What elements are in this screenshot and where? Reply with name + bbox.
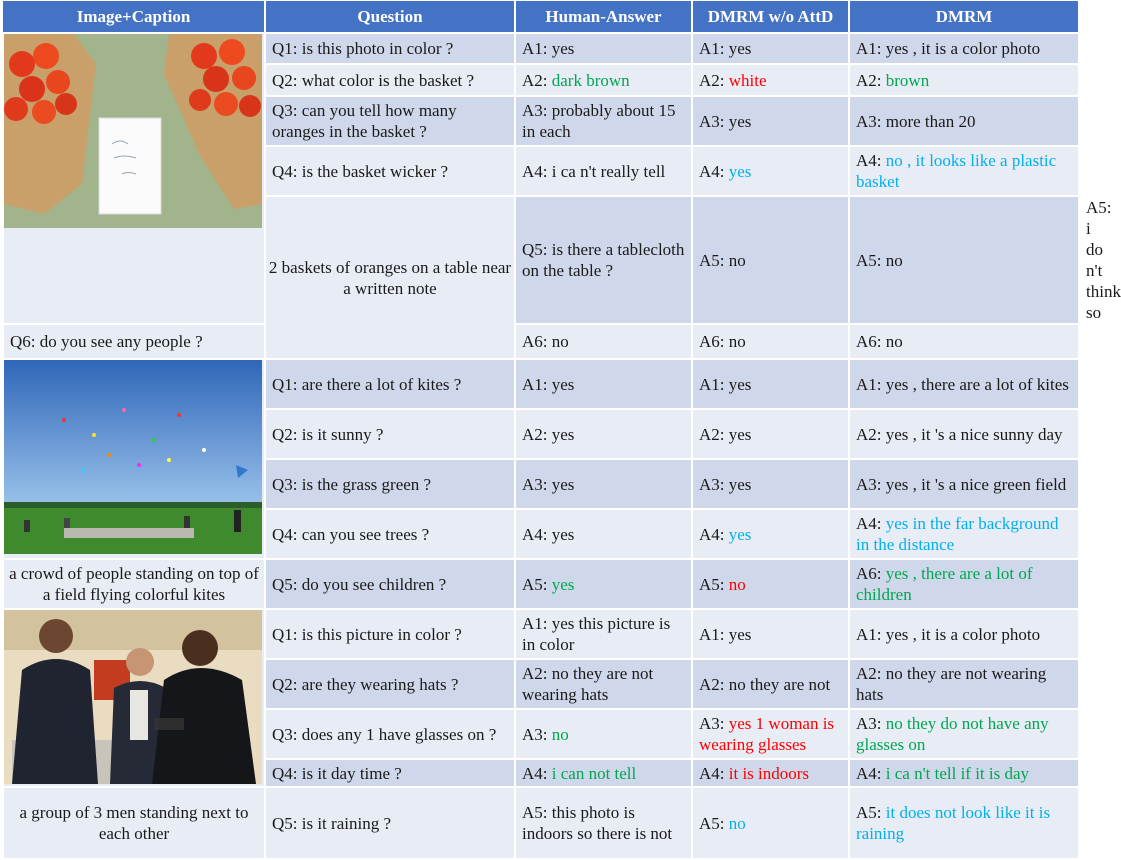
table-row [3,787,1079,859]
attd-answer-cell: A3: yes 1 woman is wearing glasses [692,709,849,759]
attd-answer-cell: A2: white [692,64,849,96]
kites-field-photo [4,360,262,554]
header-dmrm: DMRM [849,1,1079,33]
oranges-baskets-photo [4,34,262,228]
human-answer-cell: A3: no [515,709,692,759]
attd-answer-cell: A6: no [692,324,849,359]
dmrm-answer-cell: A2: no they are not wearing hats [849,659,1079,709]
human-answer-cell: A1: yes [515,359,692,409]
question-cell: Q2: is it sunny ? [265,409,515,459]
question-cell: Q2: are they wearing hats ? [265,659,515,709]
dmrm-answer-cell: A3: no they do not have any glasses on [849,709,1079,759]
caption-men: a group of 3 men standing next to each other [3,787,265,859]
human-answer-cell: A5: no [692,196,849,324]
human-answer-cell: A2: dark brown [515,64,692,96]
dmrm-answer-cell: A4: yes in the far background in the distance [849,509,1079,559]
human-answer-cell: A1: yes [515,33,692,64]
table-row [3,559,1079,609]
dmrm-answer-cell: A5: it does not look like it is raining [849,787,1079,859]
question-cell: Q5: is there a tablecloth on the table ? [515,196,692,324]
header-dmrm-wo-attd: DMRM w/o AttD [692,1,849,33]
table-row [3,359,1079,409]
question-cell: Q2: what color is the basket ? [265,64,515,96]
attd-answer-cell: A2: no they are not [692,659,849,709]
table-row [3,324,1079,359]
question-cell: Q1: are there a lot of kites ? [265,359,515,409]
caption-oranges: 2 baskets of oranges on a table near a written note [265,196,515,359]
human-answer-cell: A3: probably about 15 in each [515,96,692,146]
attd-answer-cell: A5: no [692,787,849,859]
header-row [3,1,1079,33]
header-question: Question [265,1,515,33]
oranges-image-cell [3,33,265,324]
attd-answer-cell: A4: yes [692,509,849,559]
question-cell: Q6: do you see any people ? [3,324,265,359]
question-cell: Q1: is this photo in color ? [265,33,515,64]
human-answer-cell: A4: i can not tell [515,759,692,787]
human-answer-cell: A4: i ca n't really tell [515,146,692,196]
table-row [3,609,1079,659]
attd-answer-cell: A1: yes [692,33,849,64]
table-row [3,33,1079,64]
men-image-cell [3,609,265,787]
question-cell: Q3: can you tell how many oranges in the basket ? [265,96,515,146]
question-cell: Q3: does any 1 have glasses on ? [265,709,515,759]
question-cell: Q5: do you see children ? [265,559,515,609]
header-image-caption: Image+Caption [3,1,265,33]
table-row: 2 baskets of oranges on a table near a written note Q5: is there a tablecloth on the table ? A5: no A5: no A5: i do n't think so [3,196,1079,324]
dmrm-answer-cell: A3: yes , it 's a nice green field [849,459,1079,509]
attd-answer-cell: A5: no [849,196,1079,324]
human-answer-cell: A2: no they are not wearing hats [515,659,692,709]
dmrm-answer-cell: A2: brown [849,64,1079,96]
question-cell: Q3: is the grass green ? [265,459,515,509]
dmrm-answer-cell: A1: yes , it is a color photo [849,33,1079,64]
dmrm-answer-cell: A4: no , it looks like a plastic basket [849,146,1079,196]
header-human-answer: Human-Answer [515,1,692,33]
human-answer-cell: A1: yes this picture is in color [515,609,692,659]
human-answer-cell: A5: this photo is indoors so there is not [515,787,692,859]
attd-answer-cell: A1: yes [692,609,849,659]
attd-answer-cell: A4: yes [692,146,849,196]
attd-answer-cell: A4: it is indoors [692,759,849,787]
three-men-photo [4,610,262,784]
dmrm-answer-cell: A4: i ca n't tell if it is day [849,759,1079,787]
human-answer-cell: A6: no [515,324,692,359]
attd-answer-cell: A5: no [692,559,849,609]
dmrm-answer-cell: A1: yes , it is a color photo [849,609,1079,659]
kites-image-cell [3,359,265,559]
human-answer-cell: A3: yes [515,459,692,509]
human-answer-cell: A2: yes [515,409,692,459]
question-cell: Q4: can you see trees ? [265,509,515,559]
attd-answer-cell: A3: yes [692,459,849,509]
caption-kites: a crowd of people standing on top of a field flying colorful kites [3,559,265,609]
qa-comparison-table [2,1,1121,860]
dmrm-answer-cell: A3: more than 20 [849,96,1079,146]
question-cell: Q4: is the basket wicker ? [265,146,515,196]
dmrm-answer-cell: A6: yes , there are a lot of children [849,559,1079,609]
dmrm-answer-cell: A2: yes , it 's a nice sunny day [849,409,1079,459]
dmrm-answer-cell: A6: no [849,324,1079,359]
attd-answer-cell: A1: yes [692,359,849,409]
human-answer-cell: A5: yes [515,559,692,609]
human-answer-cell: A4: yes [515,509,692,559]
question-cell: Q4: is it day time ? [265,759,515,787]
question-cell: Q1: is this picture in color ? [265,609,515,659]
attd-answer-cell: A2: yes [692,409,849,459]
question-cell: Q5: is it raining ? [265,787,515,859]
attd-answer-cell: A3: yes [692,96,849,146]
dmrm-answer-cell: A1: yes , there are a lot of kites [849,359,1079,409]
